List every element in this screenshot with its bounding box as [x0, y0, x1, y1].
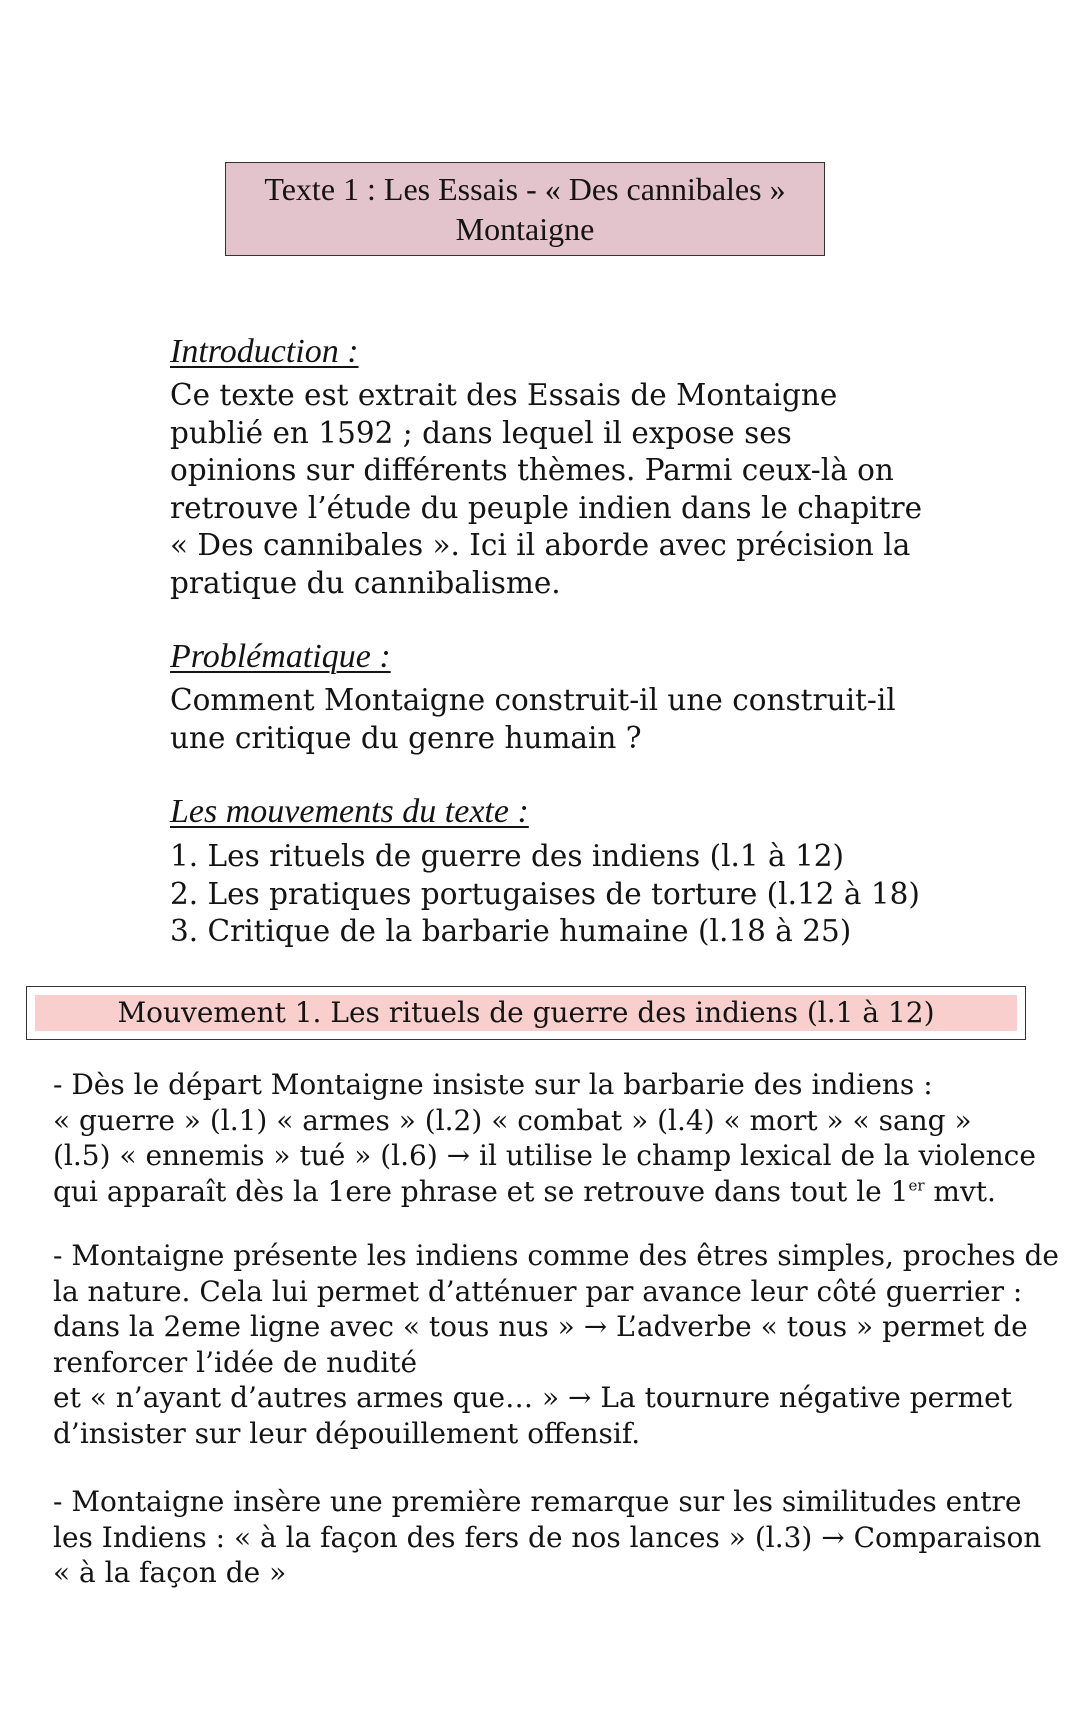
mouvement1-paragraph-3 [53, 1484, 1053, 1591]
superscript-er: er [908, 1176, 925, 1195]
paragraph-line: et « n’ayant d’autres armes que… » → La tournure négative permet [53, 1381, 1012, 1414]
paragraph-line: dans la 2eme ligne avec « tous nus » → L’adverbe « tous » permet de [53, 1310, 1028, 1343]
introduction-line: pratique du cannibalisme. [170, 565, 561, 600]
problematique-line: Comment Montaigne construit-il une construit-il [170, 683, 896, 717]
mouvement-item: 3. Critique de la barbarie humaine (l.18 à 25) [170, 914, 852, 948]
introduction-line: opinions sur différents thèmes. Parmi ceux-là on [170, 453, 894, 487]
paragraph-line: renforcer l’idée de nudité [53, 1345, 418, 1379]
mouvement1-paragraph-1 [53, 1067, 1053, 1209]
mouvement1-heading-box [26, 986, 1026, 1040]
paragraph-line: - Dès le départ Montaigne insiste sur la barbarie des indiens : [53, 1068, 933, 1101]
paragraph-line: « à la façon de » [53, 1556, 287, 1589]
paragraph-line: les Indiens : « à la façon des fers de nos lances » (l.3) → Comparaison [53, 1520, 1042, 1554]
introduction-line: Ce texte est extrait des Essais de Montaigne [170, 378, 838, 412]
document-title-box [225, 162, 825, 256]
mouvements-heading: Les mouvements du texte : [170, 793, 529, 830]
paragraph-line: - Montaigne présente les indiens comme des êtres simples, proches de [53, 1239, 1059, 1272]
mouvement1-paragraph-2 [53, 1238, 1059, 1451]
paragraph-line: - Montaigne insère une première remarque sur les similitudes entre [53, 1485, 1022, 1518]
problematique-heading: Problématique : [170, 638, 391, 675]
paragraph-line [53, 1174, 1053, 1210]
problematique-text [170, 682, 930, 757]
mouvements-list [170, 838, 930, 951]
paragraph-line: (l.5) « ennemis » tué » (l.6) → il utilise le champ lexical de la violence [53, 1139, 1036, 1172]
problematique-line: une critique du genre humain ? [170, 720, 642, 755]
introduction-line: publié en 1592 ; dans lequel il expose ses [170, 415, 792, 450]
title-line-1: Texte 1 : Les Essais - « Des cannibales » [264, 171, 786, 207]
introduction-heading: Introduction : [170, 333, 359, 370]
title-line-2: Montaigne [455, 211, 595, 247]
introduction-line: « Des cannibales ». Ici il aborde avec précision la [170, 528, 911, 562]
mouvement-item: 1. Les rituels de guerre des indiens (l.1 à 12) [170, 839, 845, 873]
introduction-line: retrouve l’étude du peuple indien dans le chapitre [170, 490, 923, 525]
paragraph-line: « guerre » (l.1) « armes » (l.2) « combat » (l.4) « mort » « sang » [53, 1103, 972, 1137]
mouvement-item: 2. Les pratiques portugaises de torture (l.12 à 18) [170, 876, 920, 911]
paragraph-line-text: qui apparaît dès la 1ere phrase et se retrouve dans tout le 1 [53, 1174, 909, 1208]
paragraph-line: d’insister sur leur dépouillement offensif. [53, 1416, 641, 1450]
paragraph-line: la nature. Cela lui permet d’atténuer par avance leur côté guerrier : [53, 1274, 1023, 1308]
paragraph-line-text: mvt. [924, 1174, 996, 1208]
introduction-text [170, 377, 930, 602]
mouvement1-heading: Mouvement 1. Les rituels de guerre des indiens (l.1 à 12) [35, 995, 1017, 1031]
